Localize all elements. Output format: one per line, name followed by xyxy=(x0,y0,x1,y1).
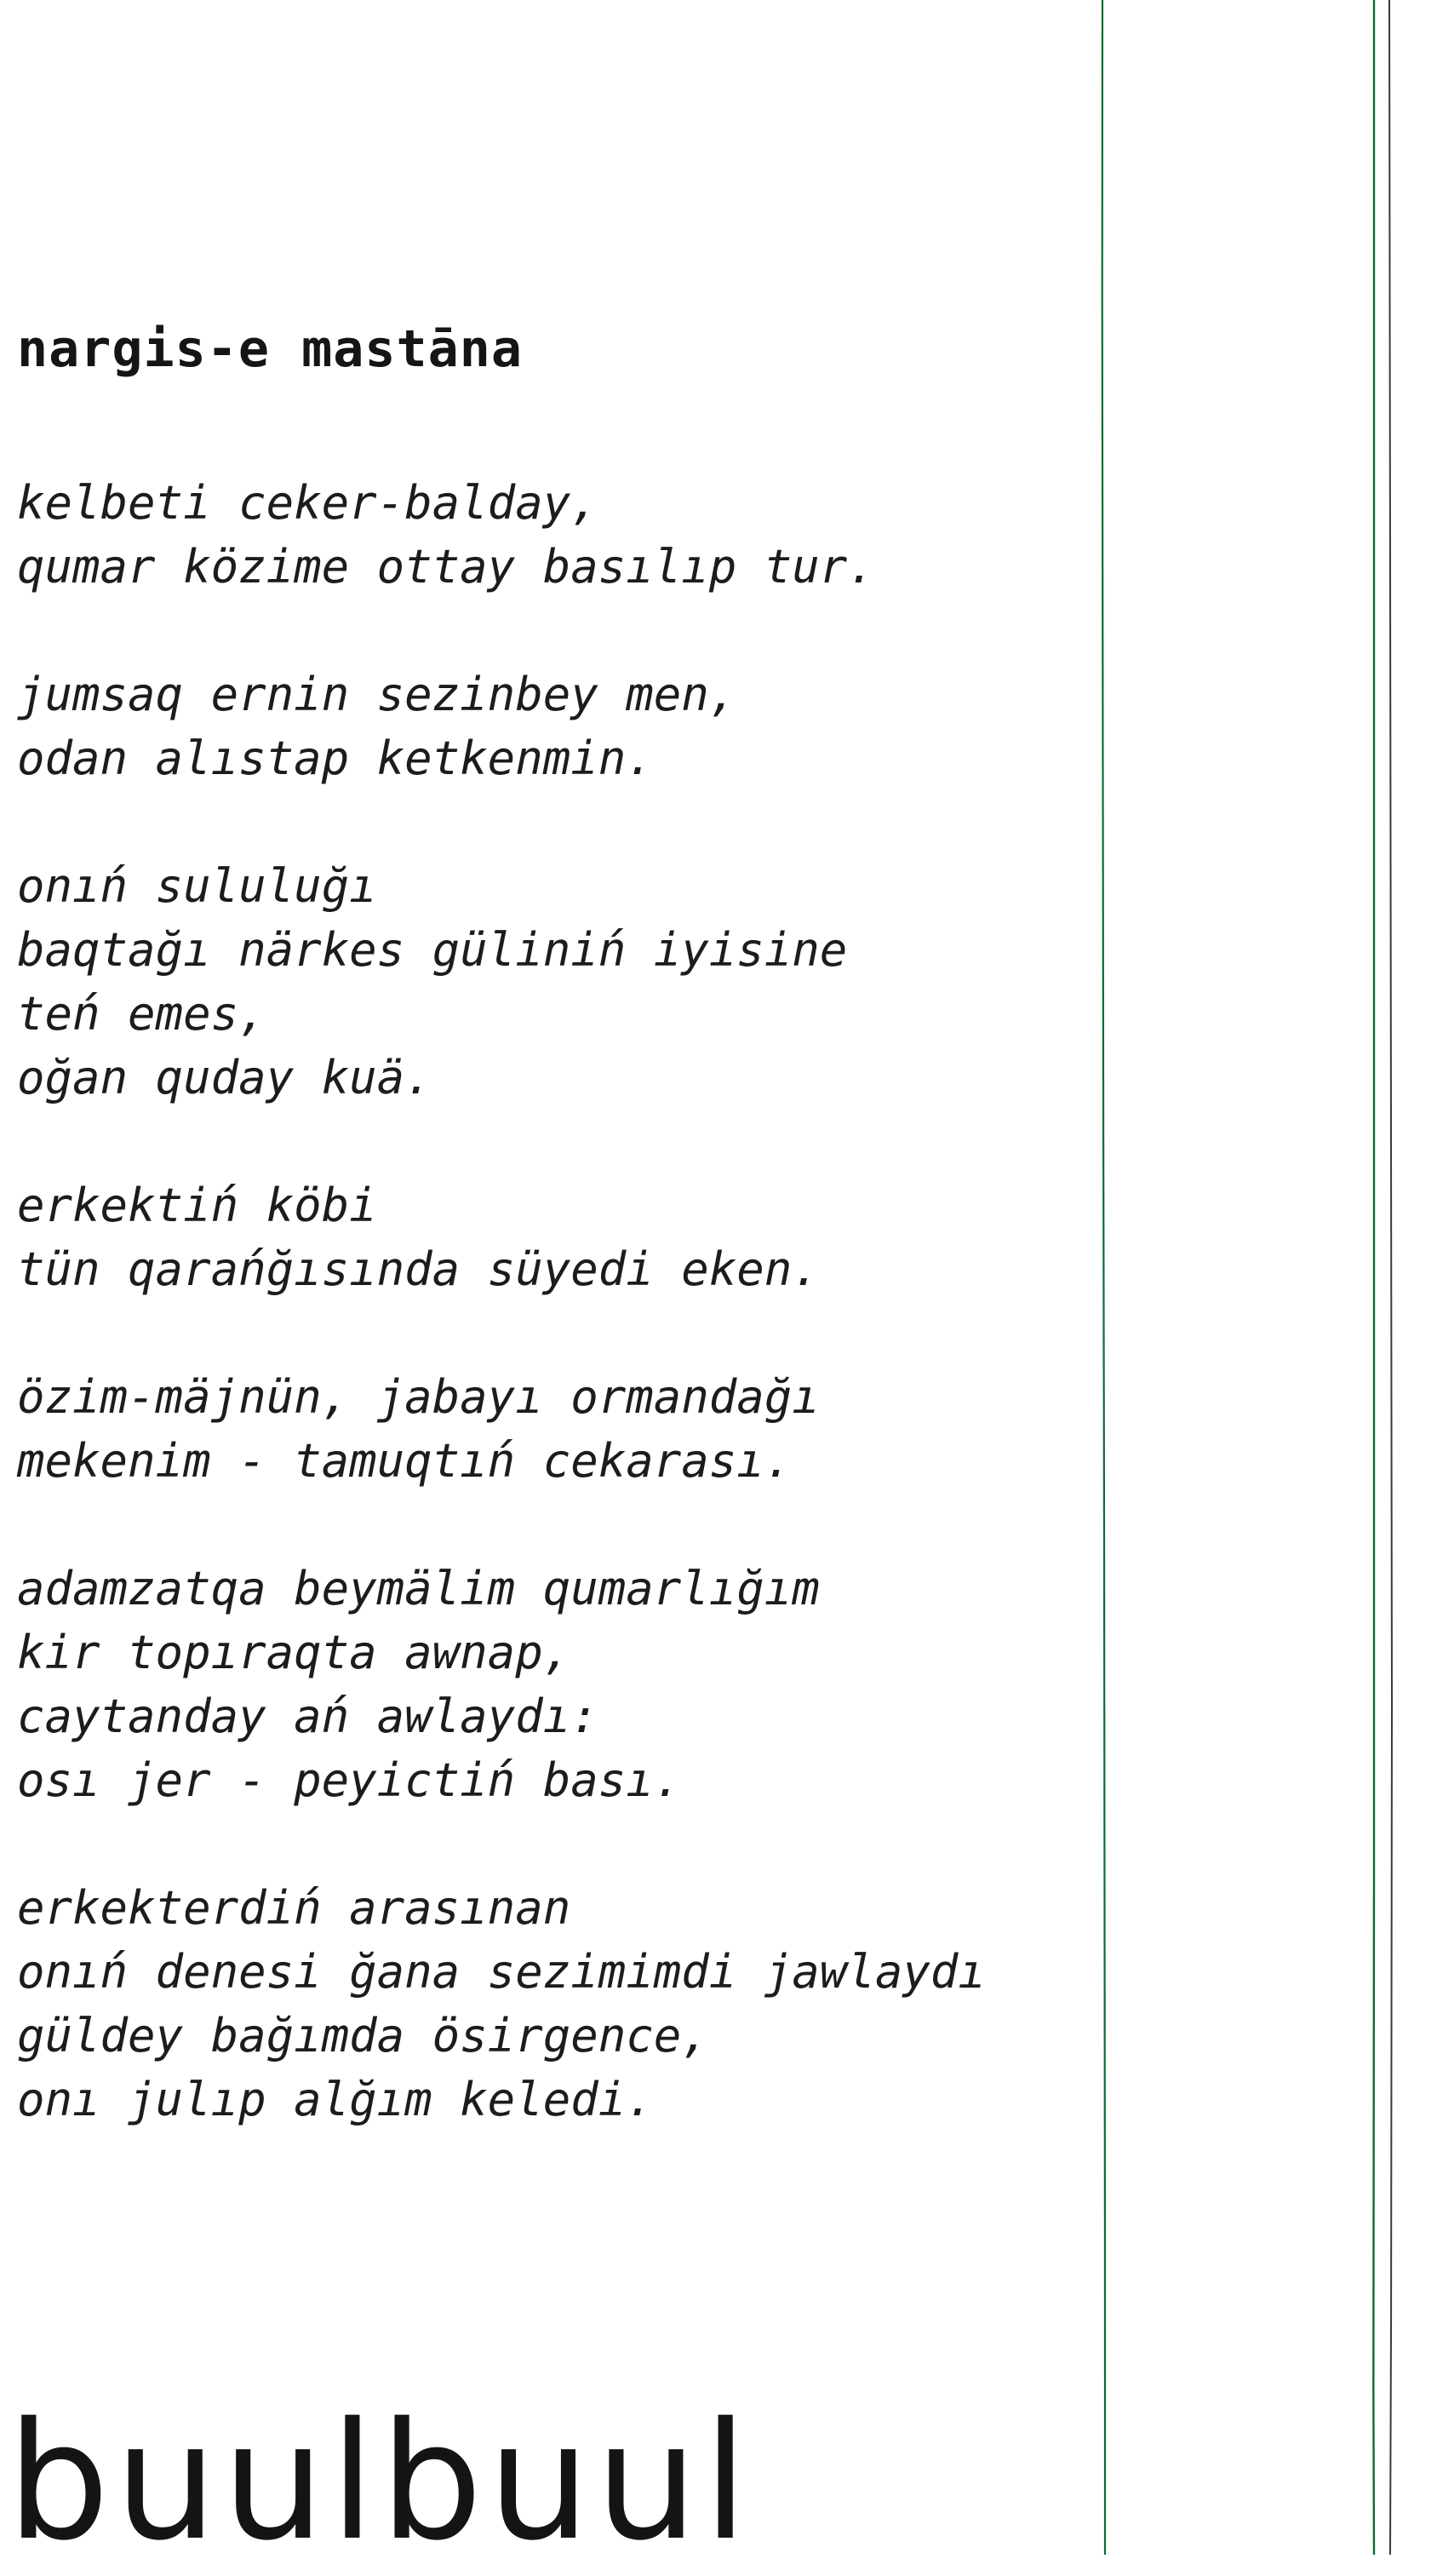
stanza xyxy=(17,1173,1056,1301)
decorative-border-lines xyxy=(1056,0,1437,2555)
poem-line: osı jer - peyictiń bası. xyxy=(17,1753,682,1807)
poem-line: özim-mäjnün, jabayı ormandağı xyxy=(17,1370,820,1424)
poem-line: odan alıstap ketkenmin. xyxy=(17,731,654,785)
poem-line: tün qarańğısında süyedi eken. xyxy=(17,1242,820,1296)
stanza xyxy=(17,471,1056,599)
author-signature: buulbuul xyxy=(7,2388,753,2576)
poem-body xyxy=(17,471,1056,2195)
poem-line: güldey bağımda ösirgence, xyxy=(17,2009,709,2063)
poem-line: jumsaq ernin sezinbey men, xyxy=(17,668,737,721)
poem-line: baqtağı närkes güliniń iyisine xyxy=(17,923,848,977)
poem-line: caytanday ań awlaydı: xyxy=(17,1690,598,1743)
green-line-left xyxy=(1102,0,1105,2555)
stanza xyxy=(17,1365,1056,1493)
poem-line: erkekterdiń arasınan xyxy=(17,1881,571,1935)
poem-line: oğan quday kuä. xyxy=(17,1051,432,1104)
poem-line: onı julıp alğım keledi. xyxy=(17,2073,654,2126)
poem-line: onıń sululuğı xyxy=(17,859,377,913)
poem-line: qumar közime ottay basılıp tur. xyxy=(17,540,875,594)
poem-line: mekenim - tamuqtıń cekarası. xyxy=(17,1434,793,1488)
poem-line: onıń denesi ğana sezimimdi jawlaydı xyxy=(17,1945,986,1999)
poem-line: kir topıraqta awnap, xyxy=(17,1626,571,1679)
poem-line: kelbeti ceker-balday, xyxy=(17,476,598,530)
poem-line: teń emes, xyxy=(17,987,266,1041)
poem-line: adamzatqa beymälim qumarlığım xyxy=(17,1562,820,1615)
dark-line xyxy=(1389,0,1392,2555)
stanza xyxy=(17,663,1056,790)
stanza xyxy=(17,1876,1056,2131)
poem-title: nargis-e mastāna xyxy=(17,319,523,379)
stanza xyxy=(17,1557,1056,1812)
stanza xyxy=(17,854,1056,1110)
green-line-right xyxy=(1373,0,1374,2555)
poem-line: erkektiń köbi xyxy=(17,1179,377,1232)
